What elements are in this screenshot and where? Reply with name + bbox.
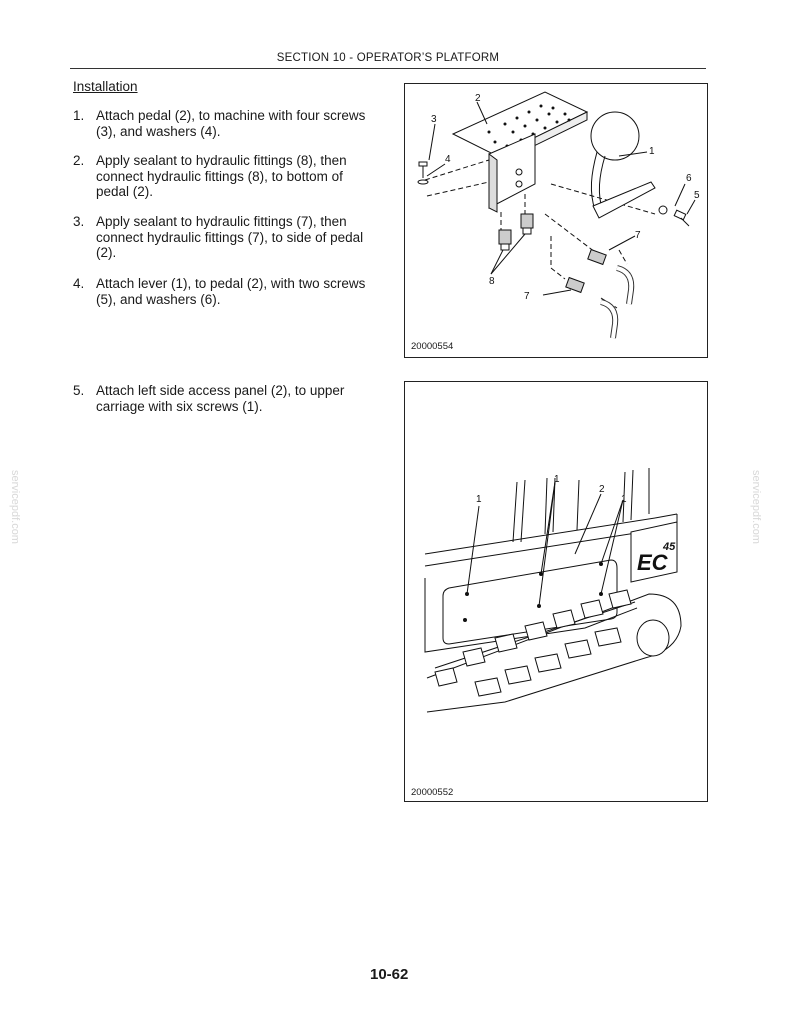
- callout-6: 6: [686, 173, 692, 184]
- step-text: Attach lever (1), to pedal (2), with two screws (5), and washers (6).: [96, 276, 366, 307]
- step-text: Attach pedal (2), to machine with four screws (3), and washers (4).: [96, 108, 366, 139]
- model-logo-superscript: 45: [663, 541, 676, 553]
- step-text: Apply sealant to hydraulic fittings (8), then connect hydraulic fittings (8), to bottom of pedal (2).: [96, 153, 347, 199]
- callout-1b: 1: [554, 474, 560, 485]
- pedal-assembly-drawing: [405, 84, 707, 357]
- callout-1c: 1: [621, 494, 627, 505]
- callout-8: 8: [489, 276, 495, 287]
- section-heading: Installation: [73, 79, 138, 94]
- model-logo: EC: [637, 550, 668, 575]
- callout-1: 1: [649, 146, 655, 157]
- callout-5: 5: [694, 190, 700, 201]
- callout-3: 3: [431, 114, 437, 125]
- watermark-left: servicepdf.com: [9, 470, 21, 544]
- callout-4: 4: [445, 154, 451, 165]
- step-number: 1.: [73, 108, 85, 123]
- callout-1a: 1: [476, 494, 482, 505]
- step-number: 5.: [73, 383, 85, 398]
- step-number: 4.: [73, 276, 85, 291]
- callout-2: 2: [599, 484, 605, 495]
- section-header: SECTION 10 - OPERATOR’S PLATFORM: [276, 52, 500, 64]
- figure-code: 20000552: [411, 787, 454, 798]
- page-number: 10-62: [370, 966, 409, 983]
- callout-7a: 7: [635, 230, 641, 241]
- figure-code: 20000554: [411, 341, 454, 352]
- watermark-right: servicepdf.com: [750, 470, 762, 544]
- step-number: 2.: [73, 153, 85, 168]
- step-number: 3.: [73, 214, 85, 229]
- header-rule: [70, 68, 706, 69]
- callout-2: 2: [475, 93, 481, 104]
- access-panel-drawing: [405, 382, 707, 801]
- callout-7b: 7: [524, 291, 530, 302]
- step-text: Apply sealant to hydraulic fittings (7), then connect hydraulic fittings (7), to side of pedal (2).: [96, 214, 364, 260]
- pedal-assembly-figure: [404, 83, 708, 358]
- access-panel-figure: [404, 381, 708, 802]
- step-text: Attach left side access panel (2), to upper carriage with six screws (1).: [96, 383, 345, 414]
